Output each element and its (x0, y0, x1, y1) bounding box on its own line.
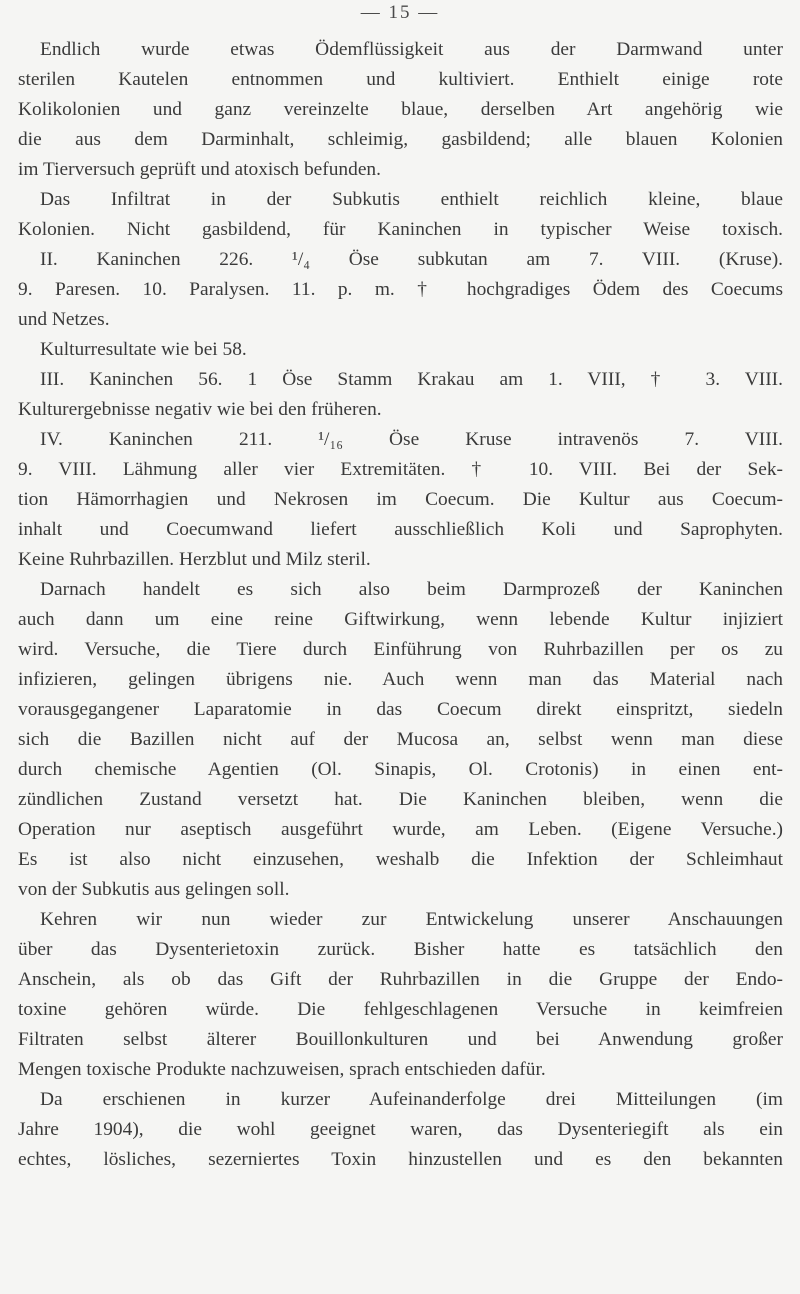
text-line: sterilen Kautelen entnommen und kultiviert. Enthielt einige rote (18, 69, 783, 90)
text-line: auch dann um eine reine Giftwirkung, wenn lebende Kultur injiziert (18, 609, 783, 630)
text-line: 9. Paresen. 10. Paralysen. 11. p. m. † hochgradiges Ödem des Coecums (18, 279, 783, 300)
text-line: Kulturergebnisse negativ wie bei den früheren. (18, 399, 382, 420)
text-line: Kolonien. Nicht gasbildend, für Kaninchen in typischer Weise toxisch. (18, 219, 783, 240)
text-line: Jahre 1904), die wohl geeignet waren, das Dysenteriegift als ein (18, 1119, 783, 1140)
text-line: inhalt und Coecumwand liefert ausschließlich Koli und Saprophyten. (18, 519, 783, 540)
text-line: infizieren, gelingen übrigens nie. Auch wenn man das Material nach (18, 669, 783, 690)
text-line: Keine Ruhrbazillen. Herzblut und Milz steril. (18, 549, 371, 570)
text-line: II. Kaninchen 226. ¹/₄ Öse subkutan am 7. VIII. (Kruse). (40, 249, 783, 270)
text-line: Kolikolonien und ganz vereinzelte blaue, derselben Art angehörig wie (18, 99, 783, 120)
text-line: die aus dem Darminhalt, schleimig, gasbildend; alle blauen Kolonien (18, 129, 783, 150)
text-line: Endlich wurde etwas Ödemflüssigkeit aus der Darmwand unter (40, 39, 783, 60)
text-line: Operation nur aseptisch ausgeführt wurde, am Leben. (Eigene Versuche.) (18, 819, 783, 840)
text-line: Kehren wir nun wieder zur Entwickelung unserer Anschauungen (40, 909, 783, 930)
text-line: Kulturresultate wie bei 58. (40, 339, 247, 360)
text-line: über das Dysenterietoxin zurück. Bisher hatte es tatsächlich den (18, 939, 783, 960)
text-line: wird. Versuche, die Tiere durch Einführung von Ruhrbazillen per os zu (18, 639, 783, 660)
text-line: von der Subkutis aus gelingen soll. (18, 879, 290, 900)
text-line: tion Hämorrhagien und Nekrosen im Coecum. Die Kultur aus Coecum- (18, 489, 783, 510)
text-line: toxine gehören würde. Die fehlgeschlagenen Versuche in keimfreien (18, 999, 783, 1020)
text-line: Mengen toxische Produkte nachzuweisen, sprach entschieden dafür. (18, 1059, 546, 1080)
text-line: zündlichen Zustand versetzt hat. Die Kaninchen bleiben, wenn die (18, 789, 783, 810)
text-line: Filtraten selbst älterer Bouillonkulturen und bei Anwendung großer (18, 1029, 783, 1050)
text-line: 9. VIII. Lähmung aller vier Extremitäten. † 10. VIII. Bei der Sek- (18, 459, 783, 480)
text-line: echtes, lösliches, sezerniertes Toxin hinzustellen und es den bekannten (18, 1149, 783, 1170)
text-line: Das Infiltrat in der Subkutis enthielt reichlich kleine, blaue (40, 189, 783, 210)
text-line: Es ist also nicht einzusehen, weshalb die Infektion der Schleimhaut (18, 849, 783, 870)
text-line: vorausgegangener Laparatomie in das Coecum direkt einspritzt, siedeln (18, 699, 783, 720)
text-line: Darnach handelt es sich also beim Darmprozeß der Kaninchen (40, 579, 783, 600)
text-line: sich die Bazillen nicht auf der Mucosa an, selbst wenn man diese (18, 729, 783, 750)
text-line: durch chemische Agentien (Ol. Sinapis, Ol. Crotonis) in einen ent- (18, 759, 783, 780)
body-text (18, 35, 783, 1175)
text-line: und Netzes. (18, 309, 110, 330)
text-line: im Tierversuch geprüft und atoxisch befunden. (18, 159, 381, 180)
text-line: Anschein, als ob das Gift der Ruhrbazillen in die Gruppe der Endo- (18, 969, 783, 990)
page-number: — 15 — (360, 2, 440, 23)
text-line: Da erschienen in kurzer Aufeinanderfolge drei Mitteilungen (im (40, 1089, 783, 1110)
text-line: III. Kaninchen 56. 1 Öse Stamm Krakau am 1. VIII, † 3. VIII. (40, 369, 783, 390)
text-line: IV. Kaninchen 211. ¹/₁₆ Öse Kruse intravenös 7. VIII. (40, 429, 783, 450)
